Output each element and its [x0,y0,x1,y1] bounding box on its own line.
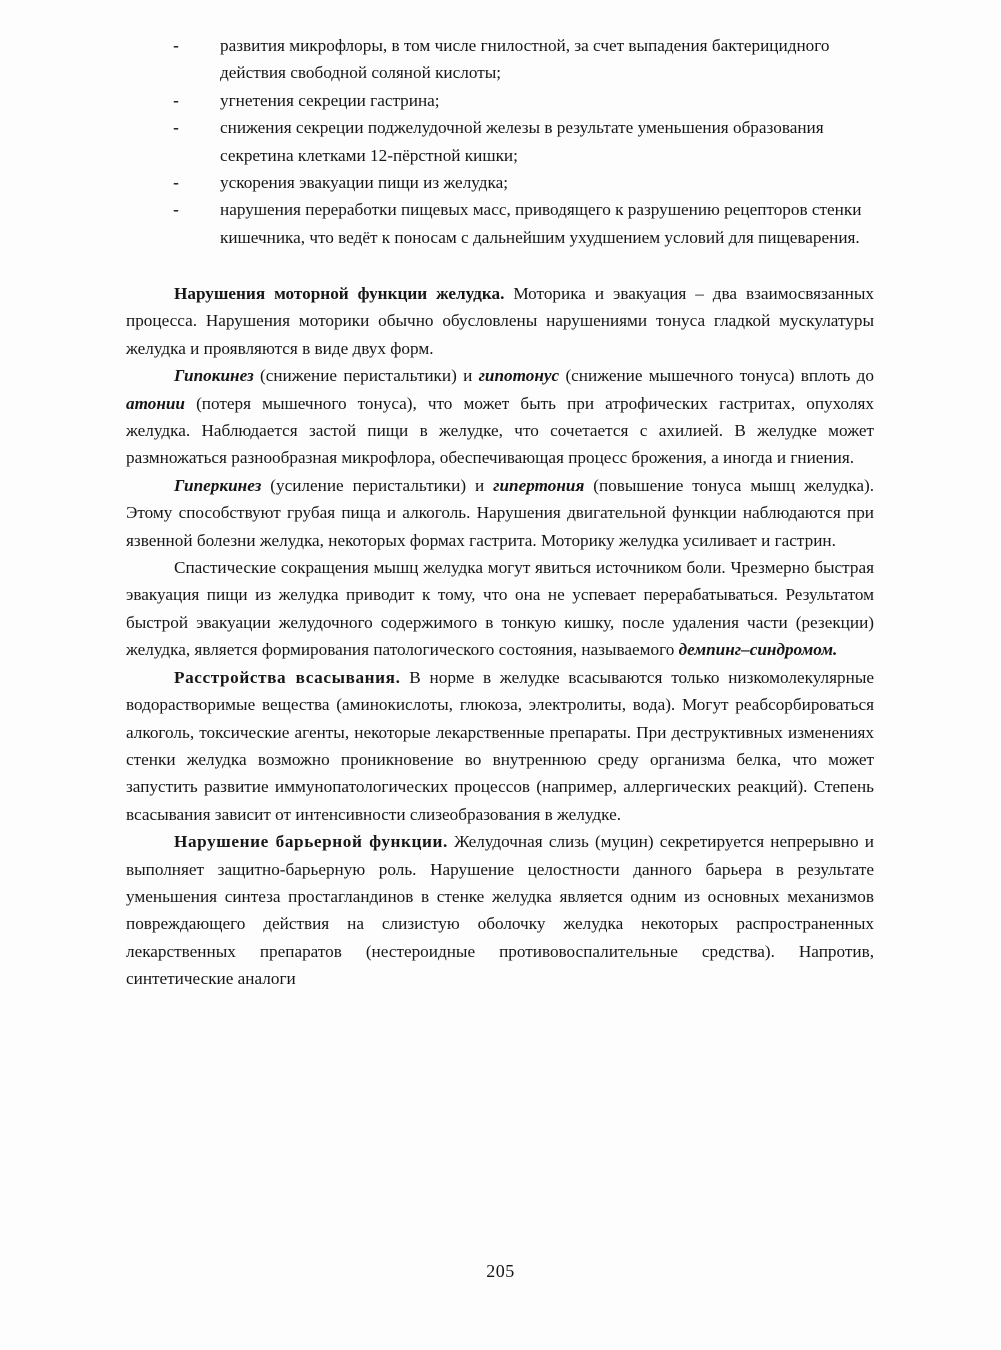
term: гипертония [493,475,585,495]
bullet-list [168,32,880,251]
term: гипотонус [478,366,560,386]
bullet-marker: - [173,173,179,193]
paragraph-text: В норме в желудке всасываются только низкомолекулярные водорастворимые вещества (аминокислоты, глюкоза, электролиты, вода). Могут реабсорбироваться алкоголь, токсические агенты, некоторые лекарственные препараты. При деструктивных изменениях стенки желудка возможно проникновение во внутреннюю среду организма белка, что может запустить развитие иммунопатологических процессов (например, аллергических реакций). Степень всасывания зависит от интенсивности слизеобразования в желудке. [126,667,874,824]
list-item-text: ускорения эвакуации пищи из желудка; [220,173,509,193]
term: атонии [126,393,185,413]
section-heading: Нарушение барьерной функции. [174,832,448,852]
section-heading: Нарушения моторной функции желудка. [174,284,505,303]
paragraph-text: (снижение мышечного тонуса) вплоть до [559,366,874,386]
section-heading: Расстройства всасывания. [174,667,401,687]
bullet-marker: - [173,118,179,138]
paragraph-text: Желудочная слизь (муцин) секретируется непрерывно и выполняет защитно-барьерную роль. Нарушение целостности данного барьера в результате уменьшения синтеза простагландинов в стенке желудка является одним из основных механизмов повреждающего действия на слизистую оболочку желудка некоторых распространенных лекарственных препаратов (нестероидные противовоспалительные средства). Напротив, синтетические аналоги [126,832,874,989]
bullet-marker: - [173,36,179,55]
paragraph-text: (снижение перистальтики) и [253,366,479,386]
list-item [168,32,880,87]
paragraph-spasms [126,554,874,664]
term: Гиперкинез [174,475,262,495]
paragraph-motor-function [126,280,874,362]
paragraph-hypokinesis [126,362,874,472]
term: Гипокинез [174,366,254,386]
paragraph-barrier-function [126,828,874,992]
list-item [168,196,880,251]
list-item [168,114,880,169]
paragraph-text: (усиление перистальтики) и [261,475,494,495]
paragraph-text: Спастические сокращения мышц желудка могут явиться источником боли. Чрезмерно быстрая эвакуация пищи из желудка приводит к тому, что она не успевает перерабатываться. Результатом быстрой эвакуации желудочного содержимого в тонкую кишку, после удаления части (резекции) желудка, является формирования патологического состояния, называемого [126,558,874,660]
paragraph-hyperkinesis [126,472,874,554]
list-item [168,169,880,196]
paragraph-text: Моторика и эвакуация – два взаимосвязанных процесса. Нарушения моторики обычно обусловлены нарушениями тонуса гладкой мускулатуры желудка и проявляются в виде двух форм. [126,284,874,358]
list-item-text: снижения секреции поджелудочной железы в результате уменьшения образования секретина клетками 12-пёрстной кишки; [220,118,824,165]
list-item-text: угнетения секреции гастрина; [220,90,440,110]
list-item [168,87,880,114]
bullet-marker: - [173,200,179,220]
paragraph-text: (потеря мышечного тонуса), что может быть при атрофических гастритах, опухолях желудка. Наблюдается застой пищи в желудке, что сочетается с ахилией. В желудке может размножаться разнообразная микрофлора, обеспечивающая процесс брожения, а иногда и гниения. [126,393,874,468]
term: демпинг–синдромом. [678,640,838,660]
page-number: 205 [486,1261,515,1281]
paragraph-text: (повышение тонуса мышц желудка). Этому способствуют грубая пища и алкоголь. Нарушения двигательной функции наблюдаются при язвенной болезни желудка, некоторых формах гастрита. Моторику желудка усиливает и гастрин. [126,475,874,550]
list-item-text: нарушения переработки пищевых масс, приводящего к разрушению рецепторов стенки кишечника, что ведёт к поносам с дальнейшим ухудшением условий для пищеварения. [220,200,862,247]
body-text [126,280,874,993]
list-item-text: развития микрофлоры, в том числе гнилостной, за счет выпадения бактерицидного действия свободной соляной кислоты; [220,36,830,83]
bullet-marker: - [173,90,179,110]
paragraph-absorption [126,664,874,828]
